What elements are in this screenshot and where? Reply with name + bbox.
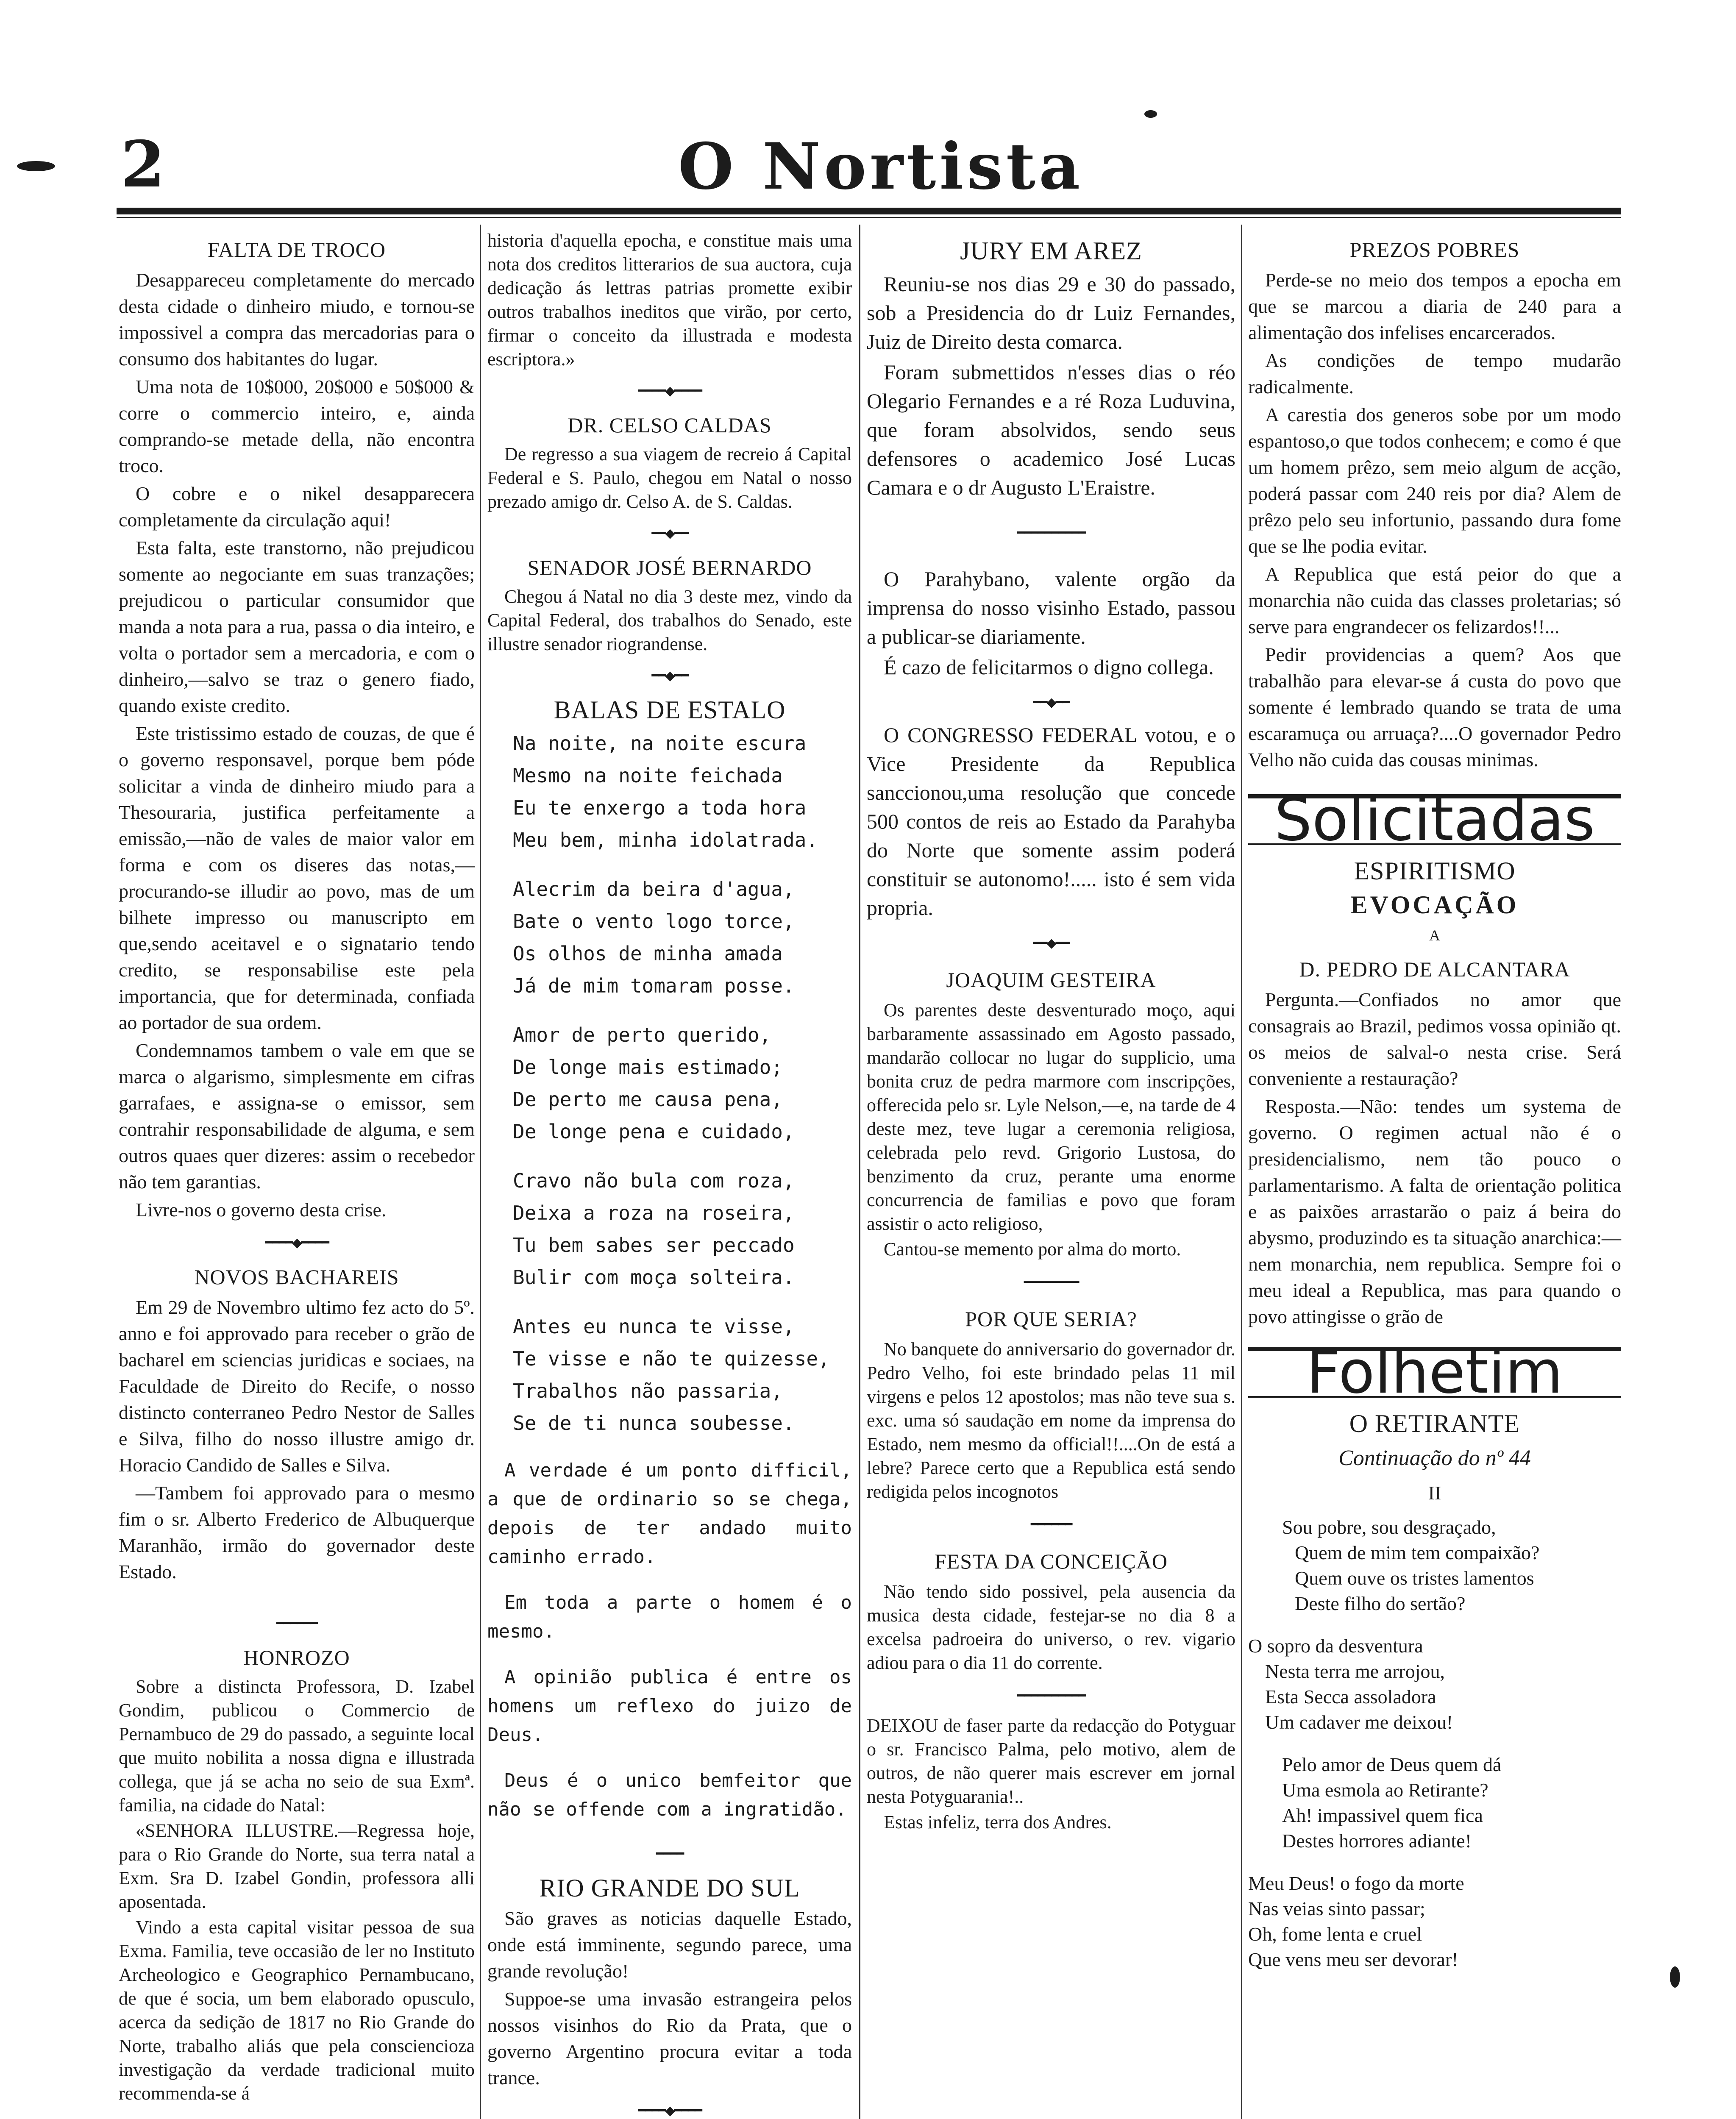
article-title-festa: FESTA DA CONCEIÇÃO (934, 1549, 1168, 1573)
article-title-jury: JURY EM AREZ (960, 237, 1142, 265)
verse-line: Amor de perto querido, (513, 1023, 771, 1046)
paragraph: Vindo a esta capital visitar pessoa de sua Exma. Familia, teve occasião de ler no Instituto Archeologico e Geographico Pernambucano, de que é socia, um bem elaborado opusculo, acerca da sedição de 1817 no Rio Grande do Norte, trabalho aliás que pela consciencioza investigação da verdade tradicional muito recommenda-se á (119, 1917, 475, 2104)
paragraph: Cantou-se memento por alma do morto. (884, 1239, 1181, 1260)
verse-line: De longe mais estimado; (513, 1056, 783, 1079)
verse-line: De perto me causa pena, (513, 1088, 783, 1111)
verse-line: Uma esmola ao Retirante? (1282, 1779, 1488, 1801)
paragraph: São graves as noticias daquelle Estado, onde está imminente, segundo parece, uma grande revolução! (487, 1908, 852, 1982)
ornament-divider: ━━◆━━ (1033, 695, 1069, 709)
paragraph: historia d'aquella epocha, e constitue mais uma nota dos creditos litterarios de sua auctora, cuja dedicação ás lettras patrias promette exibir outros trabalhos ineditos que virão, por certo, firmar o conceito da illustrada e modesta escriptora.» (487, 230, 852, 370)
verse-line: Alecrim da beira d'agua, (513, 878, 795, 901)
scan-noise (17, 161, 55, 171)
paragraph: Este tristissimo estado de couzas, de que é o governo responsavel, porque bem póde solicitar a vinda de dinheiro miudo para a Thesouraria, justifica perfeitamente a emissão,—não de vales de maior valor em forma e com os diseres das notas,—procurando-se illudir ao povo, mas de um bilhete impresso ou manuscripto em que,sendo aceitavel e o signatario tendo credito, se responsabilise este pela importancia, que for determinada, confiada ao portador de sua ordem. (119, 723, 475, 1033)
paragraph: A carestia dos generos sobe por um modo espantoso,o que todos conhecem; e como é que um homem prêzo, sem meio algum de acção, poderá passar com 240 reis por dia? Alem de prêzo pelo seu infortunio, passando dura fome que se lhe podia evitar. (1248, 404, 1621, 557)
paragraph: Suppoe-se uma invasão estrangeira pelos nossos visinhos do Rio da Prata, que o governo Argentino procura evitar a toda trance. (487, 1988, 852, 2088)
article-title-bachareis: NOVOS BACHAREIS (194, 1265, 399, 1289)
paragraph: Não tendo sido possivel, pela ausencia da musica desta cidade, festejar-se no dia 8 a excelsa padroeira do universo, o rev. vigario adiou para o dia 11 do corrente. (867, 1581, 1235, 1673)
verse-line: Que vens meu ser devorar! (1248, 1949, 1458, 1970)
maxim: Deus é o unico bemfeitor que não se offende com a ingratidão. (487, 1770, 852, 1820)
paragraph: Foram submettidos n'esses dias o réo Olegario Fernandes e a ré Roza Luduvina, que foram absolvidos, sendo seus defensores o academico José Lucas Camara e o dr Augusto L'Eraistre. (867, 360, 1235, 499)
maxim: Em toda a parte o homem é o mesmo. (487, 1592, 852, 1642)
serial-continuation: Continuação do nº 44 (1338, 1446, 1531, 1470)
serial-title-retirante: O RETIRANTE (1349, 1410, 1520, 1438)
masthead-rule-thin (117, 217, 1621, 218)
column-divider (1241, 225, 1242, 2119)
article-title-balas: BALAS DE ESTALO (554, 696, 786, 724)
verse-line: De longe pena e cuidado, (513, 1120, 795, 1143)
paragraph: A Republica que está peior do que a monarchia não cuida das classes proletarias; só serve para engrandecer os felizardos!!... (1248, 563, 1621, 637)
stanza (513, 873, 852, 1002)
verse-line: Um cadaver me deixou! (1265, 1711, 1453, 1733)
verse-line: Pelo amor de Deus quem dá (1282, 1754, 1502, 1775)
paragraph: Os parentes deste desventurado moço, aqui barbaramente assassinado em Agosto passado, mandarão collocar no lugar do supplicio, uma bonita cruz de pedra marmore com inscripções, offerecida pelo sr. Lyle Nelson,—e, na tarde de 4 deste mez, teve lugar a ceremonia religiosa, celebrada pelo revd. Grigorio Lustosa, do benzimento da cruz, perante uma enorme concurrencia de familias e povo que foram assistir o acto religioso, (867, 1000, 1235, 1234)
paragraph: O CONGRESSO FEDERAL votou, e o Vice Presidente da Republica sanccionou,uma resolução que concede 500 contos de reis ao Estado da Parahyba do Norte que somente assim poderá constituir se autonomo!..... isto é sem vida propria. (867, 723, 1235, 920)
stanza (1248, 1752, 1621, 1854)
article-title-honrozo: HONROZO (243, 1646, 350, 1669)
paragraph: Sobre a distincta Professora, D. Izabel Gondim, publicou o Commercio de Pernambuco de 29 do passado, a seguinte local que muito nobilita a nossa digna e illustrada collega, que já se acha no seio de sua Exmª. familia, na cidade do Natal: (119, 1676, 475, 1816)
column-divider (480, 225, 481, 2119)
verse-line: Quem ouve os tristes lamentos (1295, 1567, 1534, 1589)
verse-line: Esta Secca assoladora (1265, 1686, 1436, 1707)
paragraph: Condemnamos tambem o vale em que se marca o algarismo, simplesmente em cifras garrafaes, e assigna-se o emissor, sem contrahir responsabilidade de alguma, e sem outros quaes quer dizeres: assim o recebedor não tem garantias. (119, 1040, 475, 1193)
verse-line: Antes eu nunca te visse, (513, 1315, 795, 1338)
verse-line: Nas veias sinto passar; (1248, 1898, 1425, 1919)
verse-line: Oh, fome lenta e cruel (1248, 1923, 1422, 1945)
paragraph: Desappareceu completamente do mercado desta cidade o dinheiro miudo, e tornou-se impossivel a compra das mercadorias para o consumo dos habitantes do lugar. (119, 269, 475, 370)
verse-line: Mesmo na noite feichada (513, 764, 783, 787)
stanza (1248, 1871, 1621, 1972)
paragraph: O cobre e o nikel desapparecera completamente da circulação aqui! (119, 483, 475, 531)
ornament-divider: ━━━━◆━━━━ (638, 384, 701, 398)
verse-line: Deste filho do sertão? (1295, 1593, 1466, 1614)
maxim: A opinião publica é entre os homens um reflexo do juizo de Deus. (487, 1666, 852, 1746)
newspaper-title: O Nortista (678, 129, 1084, 204)
ornament-divider: ━━━━━━━━ (1024, 1275, 1079, 1289)
verse-line: Na noite, na noite escura (513, 732, 807, 755)
verse-line: Tu bem sabes ser peccado (513, 1234, 795, 1257)
verse-line: Quem de mim tem compaixão? (1295, 1542, 1540, 1563)
serial-part-number: II (1428, 1482, 1441, 1504)
paragraph: —Tambem foi approvado para o mesmo fim o sr. Alberto Frederico de Albuquerque Maranhão, irmão do governador deste Estado. (119, 1482, 475, 1582)
verse-line: Os olhos de minha amada (513, 942, 783, 965)
verse-line: Ah! impassivel quem fica (1282, 1805, 1483, 1826)
article-title-senador: SENADOR JOSÉ BERNARDO (527, 556, 812, 579)
paragraph: O Parahybano, valente orgão da imprensa do nosso visinho Estado, passou a publicar-se diariamente. (867, 567, 1235, 648)
verse-line: Cravo não bula com roza, (513, 1169, 795, 1192)
paragraph: As condições de tempo mudarão radicalmente. (1248, 350, 1621, 398)
article-title-precos: PREZOS POBRES (1349, 238, 1520, 261)
paragraph: DEIXOU de faser parte da redacção do Potyguar o sr. Francisco Palma, pelo motivo, alem de outros, de não querer mais escrever em jornal nesta Potyguarania!.. (867, 1715, 1235, 1807)
article-subtitle-pedro: D. PEDRO DE ALCANTARA (1299, 957, 1570, 981)
verse-line: Bate o vento logo torce, (513, 910, 795, 933)
column-divider (859, 225, 860, 2119)
stanza (513, 1310, 852, 1439)
article-title-falta: FALTA DE TROCO (207, 238, 386, 261)
stanza (513, 727, 852, 856)
ornament-divider: ━━━━━━ (276, 1616, 317, 1630)
paragraph: Pergunta.—Confiados no amor que consagrais ao Brazil, pedimos vossa opinião qt. os meios de salval-o nesta crise. Será conveniente a restauração? (1248, 989, 1621, 1089)
verse-line: Nesta terra me arrojou, (1265, 1660, 1445, 1682)
paragraph: Reuniu-se nos dias 29 e 30 do passado, sob a Presidencia do dr Luiz Fernandes, Juiz de Direito desta comarca. (867, 272, 1235, 353)
masthead-rule (117, 208, 1621, 214)
paragraph: Perde-se no meio dos tempos a epocha em que se marcou a diaria de 240 para a alimentação dos infelises encarcerados. (1248, 269, 1621, 343)
scan-noise (1670, 1966, 1680, 1988)
article-title-joaquim: JOAQUIM GESTEIRA (946, 968, 1156, 992)
verse-line: Meu bem, minha idolatrada. (513, 829, 818, 851)
article-subtitle-evocacao: EVOCAÇÃO (1350, 891, 1519, 919)
verse-line: Deixa a roza na roseira, (513, 1201, 795, 1224)
ornament-divider: ━━━━ (656, 1847, 684, 1861)
verse-line: Sou pobre, sou desgraçado, (1282, 1516, 1496, 1538)
verse-line: Eu te enxergo a toda hora (513, 796, 807, 819)
article-title-rio: RIO GRANDE DO SUL (539, 1874, 800, 1902)
verse-line: O sopro da desventura (1248, 1635, 1423, 1657)
ornament-divider: ━━━━━━ (1030, 1518, 1072, 1532)
stanza (1248, 1515, 1621, 1616)
paragraph: Pedir providencias a quem? Aos que trabalhão para elevar-se á custa do povo que somente é lembrado quando se trata de uma escaramuça ou arruaça?....O governador Pedro Velho não cuida das cousas minimas. (1248, 644, 1621, 770)
verse-line: Destes horrores adiante! (1282, 1830, 1472, 1852)
paragraph: Resposta.—Não: tendes um systema de governo. O regimen actual não é o presidencialismo, nem tão pouco o parlamentarismo. A falta de orientação politica e as paixões arrastarão o paiz á beira do abysmo, produzindo es ta situação anarchica:—nem monarchia, nem republica. Sempre foi o meu ideal a Republica, mas para quando o povo attingisse o grão de (1248, 1096, 1621, 1327)
column-2 (487, 229, 852, 2119)
verse-line: Se de ti nunca soubesse. (513, 1412, 795, 1435)
section-title-solicitadas: Solicitadas (1248, 794, 1621, 845)
article-title-porque: POR QUE SERIA? (965, 1307, 1137, 1331)
ornament-divider: ━━━━◆━━━━ (638, 2104, 701, 2118)
verse-line: Te visse e não te quizesse, (513, 1347, 830, 1370)
page-number: 2 (121, 127, 165, 202)
article-title-espiritismo: ESPIRITISMO (1354, 857, 1516, 885)
verse-line: Trabalhos não passaria, (513, 1379, 783, 1402)
column-1 (119, 229, 475, 2107)
verse-line: Já de mim tomaram posse. (513, 974, 795, 997)
ornament-divider: ━━◆━━ (651, 669, 688, 683)
paragraph: No banquete do anniversario do governador dr. Pedro Velho, foi este brindado pelas 11 mil virgens e pelos 12 apostolos; mas não teve sua s. exc. uma só saudação em nome da imprensa do Estado, nem mesmo da official!!....On de está a lebre? Parece certo que a Republica está sendo redigida pelos incognotos (867, 1339, 1235, 1502)
paragraph: Esta falta, este transtorno, não prejudicou somente ao negociante em suas tranzações; prejudicou o particular consumidor que manda a nota para a rua, passa o dia inteiro, e volta o portador sem a mercadoria, e com o dinheiro,—salvo se traz o genero fiado, quando existe credito. (119, 537, 475, 716)
article-subtitle-a: A (1429, 927, 1440, 944)
ornament-divider: ━━━━━━━━━━ (1017, 526, 1085, 540)
ornament-divider: ━━◆━━ (1033, 936, 1069, 950)
poem-retirante (1248, 1515, 1621, 1972)
ornament-divider: ━━━━━━━━━━ (1017, 1689, 1085, 1703)
verse-line: Meu Deus! o fogo da morte (1248, 1872, 1464, 1894)
article-title-celso: DR. CELSO CALDAS (568, 413, 772, 437)
stanza (1248, 1633, 1621, 1735)
poem-balas (487, 727, 852, 1439)
verse-line: Bulir com moça solteira. (513, 1266, 795, 1289)
ornament-divider: ━━━━◆━━━━ (265, 1236, 328, 1250)
maxim: A verdade é um ponto difficil, a que de ordinario so se chega, depois de ter andado muito caminho errado. (487, 1460, 852, 1568)
paragraph: Uma nota de 10$000, 20$000 e 50$000 & corre o commercio inteiro, e, ainda comprando-se metade della, não encontra troco. (119, 376, 475, 476)
paragraph: De regresso a sua viagem de recreio á Capital Federal e S. Paulo, chegou em Natal o nosso prezado amigo dr. Celso A. de S. Caldas. (487, 444, 852, 512)
paragraph: Estas infeliz, terra dos Andres. (884, 1812, 1112, 1833)
paragraph: Chegou á Natal no dia 3 deste mez, vindo da Capital Federal, dos trabalhos do Senado, este illustre senador riograndense. (487, 586, 852, 654)
column-3 (867, 229, 1235, 1836)
paragraph: «SENHORA ILLUSTRE.—Regressa hoje, para o Rio Grande do Norte, sua terra natal a Exm. Sra D. Izabel Gondin, professora alli aposentada. (119, 1820, 475, 1912)
section-title-folhetim: Folhetim (1248, 1347, 1621, 1398)
stanza (513, 1019, 852, 1148)
scan-noise (1144, 110, 1157, 118)
stanza (513, 1165, 852, 1293)
column-4 (1248, 229, 1621, 1989)
paragraph: Livre-nos o governo desta crise. (136, 1199, 387, 1221)
paragraph: Em 29 de Novembro ultimo fez acto do 5º. anno e foi approvado para receber o grão de bacharel em sciencias juridicas e sociaes, na Faculdade de Direito do Recife, o nosso distincto conterraneo Pedro Nestor de Salles e Silva, filho do nosso illustre amigo dr. Horacio Candido de Salles e Silva. (119, 1296, 475, 1476)
ornament-divider: ━━◆━━ (651, 526, 688, 540)
paragraph: É cazo de felicitarmos o digno collega. (884, 655, 1214, 679)
